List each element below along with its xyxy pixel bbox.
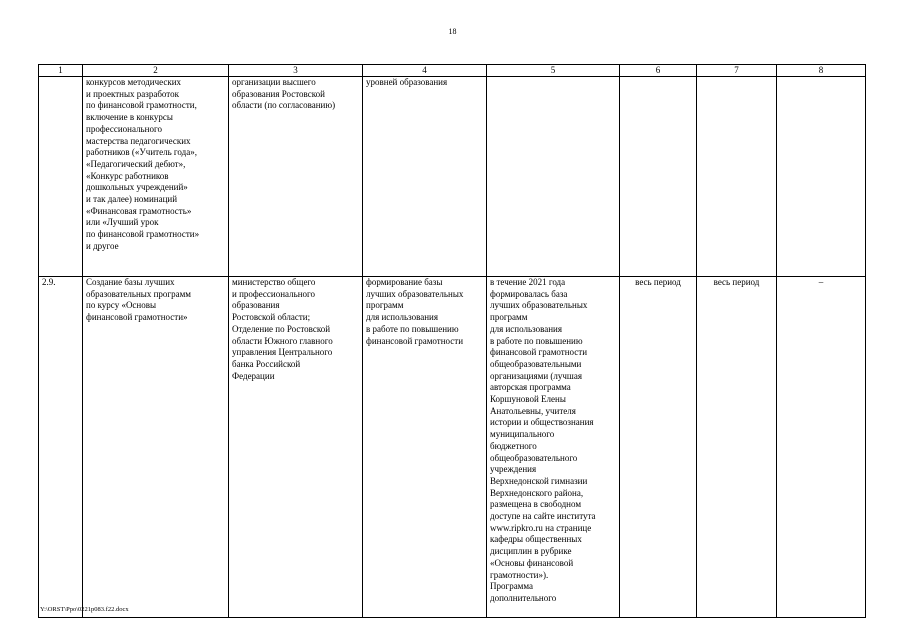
cell-text-line: банка Российской bbox=[232, 358, 301, 369]
cell-text-line: образования Ростовской bbox=[232, 88, 325, 99]
page-number: 18 bbox=[448, 27, 457, 36]
header-cell: 6 bbox=[620, 65, 697, 77]
cell-text-line: общеобразовательными bbox=[490, 358, 582, 369]
header-cell: 3 bbox=[229, 65, 363, 77]
cell-text-line: дисциплин в рубрике bbox=[490, 546, 572, 557]
row-number-cell bbox=[39, 77, 83, 277]
cell-text-line: или «Лучший урок bbox=[86, 217, 159, 228]
cell-text-line: авторская программа bbox=[490, 382, 571, 393]
header-cell: 8 bbox=[777, 65, 866, 77]
cell-text-line: «Финансовая грамотность» bbox=[86, 205, 192, 216]
cell-text-line: Верхнедонской гимназии bbox=[490, 475, 588, 486]
cell-text-line: мастерства педагогических bbox=[86, 135, 191, 146]
cell-text-line: в работе по повышению bbox=[366, 323, 459, 334]
cell-text-line: доступе на сайте института bbox=[490, 511, 596, 522]
cell-text-line: образовательных программ bbox=[86, 288, 191, 299]
cell-text-line: формировалась база bbox=[490, 288, 568, 299]
actual-result-cell bbox=[487, 277, 620, 618]
header-cell: 2 bbox=[83, 65, 229, 77]
cell-text-line: Анатольевны, учителя bbox=[490, 405, 576, 416]
cell-text-line: области Южного главного bbox=[232, 335, 333, 346]
event-cell bbox=[83, 277, 229, 618]
data-table bbox=[38, 64, 866, 618]
cell-text-line: в работе по повышению bbox=[490, 335, 583, 346]
header-cell: 1 bbox=[39, 65, 83, 77]
cell-text-line: в течение 2021 года bbox=[490, 277, 566, 287]
cell-text-line: управления Центрального bbox=[232, 347, 333, 358]
cell-text-line: Верхнедонского района, bbox=[490, 487, 584, 498]
cell-text-line: и другое bbox=[86, 240, 119, 251]
cell-text-line: дошкольных учреждений» bbox=[86, 182, 188, 193]
cell-text-line: работников («Учитель года», bbox=[86, 147, 197, 158]
actual-result-cell bbox=[487, 77, 620, 277]
cell-text-line: финансовой грамотности» bbox=[86, 312, 188, 323]
cell-text-line: для использования bbox=[366, 312, 438, 323]
table-header-row bbox=[39, 65, 866, 77]
cell-text-line: кафедры общественных bbox=[490, 534, 582, 545]
cell-text-line: Ростовской области; bbox=[232, 312, 311, 323]
cell-text-line: размещена в свободном bbox=[490, 499, 582, 510]
cell-text-line: «Педагогический дебют», bbox=[86, 158, 186, 169]
cell-text-line: Отделение по Ростовской bbox=[232, 323, 331, 334]
cell-text-line: конкурсов методических bbox=[86, 77, 182, 87]
cell-text-line: по финансовой грамотности, bbox=[86, 100, 197, 111]
cell-text-line: общеобразовательного bbox=[490, 452, 578, 463]
cell-text-line: области (по согласованию) bbox=[232, 100, 336, 111]
responsible-cell bbox=[229, 277, 363, 618]
header-cell: 7 bbox=[697, 65, 777, 77]
actual-period-cell: весь период bbox=[697, 277, 777, 618]
cell-text-line: муниципального bbox=[490, 429, 555, 440]
cell-text-line: финансовой грамотности bbox=[490, 347, 588, 358]
expected-result-cell bbox=[363, 77, 487, 277]
row-number-cell: 2.9. bbox=[39, 277, 83, 618]
file-path-footer: Y:\ORST\Ppo\0221p083.f22.docx bbox=[40, 606, 129, 613]
actual-period-cell bbox=[697, 77, 777, 277]
deviation-cell: – bbox=[777, 277, 866, 618]
cell-text-line: образования bbox=[232, 300, 280, 311]
cell-text-line: Создание базы лучших bbox=[86, 277, 175, 287]
table-row bbox=[39, 277, 866, 618]
event-cell bbox=[83, 77, 229, 277]
cell-text-line: по курсу «Основы bbox=[86, 300, 157, 311]
cell-text-line: организации высшего bbox=[232, 77, 316, 87]
cell-text-line: Программа bbox=[490, 581, 534, 592]
responsible-cell bbox=[229, 77, 363, 277]
header-cell: 4 bbox=[363, 65, 487, 77]
cell-text-line: грамотности»). bbox=[490, 569, 549, 580]
cell-text-line: финансовой грамотности bbox=[366, 335, 464, 346]
cell-text-line: «Конкурс работников bbox=[86, 170, 169, 181]
cell-text-line: «Основы финансовой bbox=[490, 557, 574, 568]
deviation-cell bbox=[777, 77, 866, 277]
cell-text-line: www.ripkro.ru на странице bbox=[490, 522, 592, 533]
expected-result-cell bbox=[363, 277, 487, 618]
cell-text-line: по финансовой грамотности» bbox=[86, 229, 200, 240]
cell-text-line: уровней образования bbox=[366, 77, 448, 87]
planned-period-cell: весь период bbox=[620, 277, 697, 618]
cell-text-line: истории и обществознания bbox=[490, 417, 594, 428]
cell-text-line: Коршуновой Елены bbox=[490, 394, 566, 405]
cell-text-line: программ bbox=[490, 312, 528, 323]
table-row bbox=[39, 77, 866, 277]
cell-text-line: для использования bbox=[490, 323, 562, 334]
cell-text-line: лучших образовательных bbox=[490, 300, 588, 311]
cell-text-line: бюджетного bbox=[490, 440, 537, 451]
cell-text-line: организациями (лучшая bbox=[490, 370, 582, 381]
cell-text-line: учреждения bbox=[490, 464, 537, 475]
cell-text-line: дополнительного bbox=[490, 592, 557, 603]
cell-text-line: профессионального bbox=[86, 123, 162, 134]
cell-text-line: и профессионального bbox=[232, 288, 316, 299]
cell-text-line: формирование базы bbox=[366, 277, 443, 287]
header-cell: 5 bbox=[487, 65, 620, 77]
planned-period-cell bbox=[620, 77, 697, 277]
cell-text-line: Федерации bbox=[232, 370, 275, 381]
cell-text-line: и так далее) номинаций bbox=[86, 194, 178, 205]
cell-text-line: включение в конкурсы bbox=[86, 112, 173, 123]
cell-text-line: программ bbox=[366, 300, 404, 311]
cell-text-line: министерство общего bbox=[232, 277, 316, 287]
cell-text-line: лучших образовательных bbox=[366, 288, 464, 299]
cell-text-line: и проектных разработок bbox=[86, 88, 179, 99]
